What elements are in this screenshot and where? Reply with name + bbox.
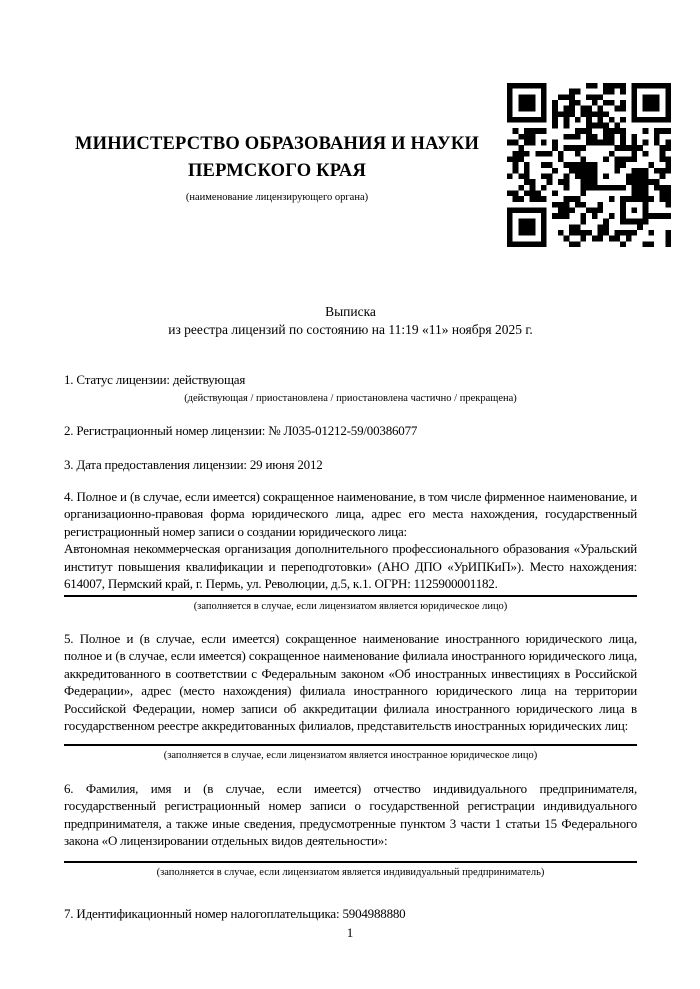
item-7-taxpayer-number: 7. Идентификационный номер налогоплательщика: 5904988880 <box>64 905 406 921</box>
item-4-legal-entity-label: 4. Полное и (в случае, если имеется) сокращенное наименование, в том числе фирменное наименование, и организационно-правовая форма юридического лица, адрес его места нахождения, государственный регистрационный номер записи о создании юридического лица: <box>64 488 637 539</box>
fill-line-legal-entity <box>64 595 637 597</box>
item-3-license-grant-date: 3. Дата предоставления лицензии: 29 июня 2012 <box>64 457 323 472</box>
document-title-line1: Выписка <box>325 304 376 319</box>
item-4-legal-entity-value: Автономная некоммерческая организация дополнительного профессионального образования «Уральский институт повышения квалификации и переподготовки» (АНО ДПО «УрИПКиП»). Место нахождения: 614007, Пермский край, г. Пермь, ул. Революции, д.5, к.1. ОГРН: 1125900001182. <box>64 541 637 591</box>
item-1-status-options-note: (действующая / приостановлена / приостановлена частично / прекращена) <box>184 392 517 404</box>
document-title <box>64 303 637 339</box>
item-5-foreign-entity-label: 5. Полное и (в случае, если имеется) сокращенное наименование иностранного юридического лица, полное и (в случае, если имеется) сокращенное наименование филиала иностранного юридического лица, аккредитованного в соответствии с Федеральным законом «Об иностранных инвестициях в Российской Федерации», адрес (место нахождения) филиала иностранного юридического лица на территории Российской Федерации, номер записи об аккредитации филиала иностранного юридического лица в государственном реестре аккредитованных филиалов, представительств иностранных юридических лиц: <box>64 630 637 733</box>
document-title-line2: из реестра лицензий по состоянию на 11:19 «11» ноября 2025 г. <box>168 322 533 337</box>
authority-name-line2: ПЕРМСКОГО КРАЯ <box>187 161 367 181</box>
item-2-registration-number: 2. Регистрационный номер лицензии: № Л035-01212-59/00386077 <box>64 422 418 438</box>
item-6-fill-note: (заполняется в случае, если лицензиатом является индивидуальный предприниматель) <box>156 866 545 878</box>
item-4-fill-note: (заполняется в случае, если лицензиатом является юридическое лицо) <box>193 600 508 612</box>
authority-note: (наименование лицензирующего органа) <box>185 192 369 203</box>
page-number: 1 <box>346 925 354 940</box>
item-1-license-status: 1. Статус лицензии: действующая <box>64 372 246 387</box>
item-5-fill-note: (заполняется в случае, если лицензиатом является иностранное юридическое лицо) <box>163 749 538 761</box>
qr-code <box>507 83 671 247</box>
fill-line-foreign-entity <box>64 744 637 746</box>
licensing-authority-header <box>64 131 490 204</box>
authority-name-line1: МИНИСТЕРСТВО ОБРАЗОВАНИЯ И НАУКИ <box>74 134 480 154</box>
fill-line-entrepreneur <box>64 861 637 863</box>
item-6-entrepreneur-label: 6. Фамилия, имя и (в случае, если имеется) отчество индивидуального предпринимателя, государственный регистрационный номер записи о государственной регистрации индивидуального предпринимателя, а также иные сведения, предусмотренные пунктом 3 части 1 статьи 15 Федерального закона «О лицензировании отдельных видов деятельности»: <box>64 780 637 848</box>
qr-code-image <box>507 83 671 247</box>
